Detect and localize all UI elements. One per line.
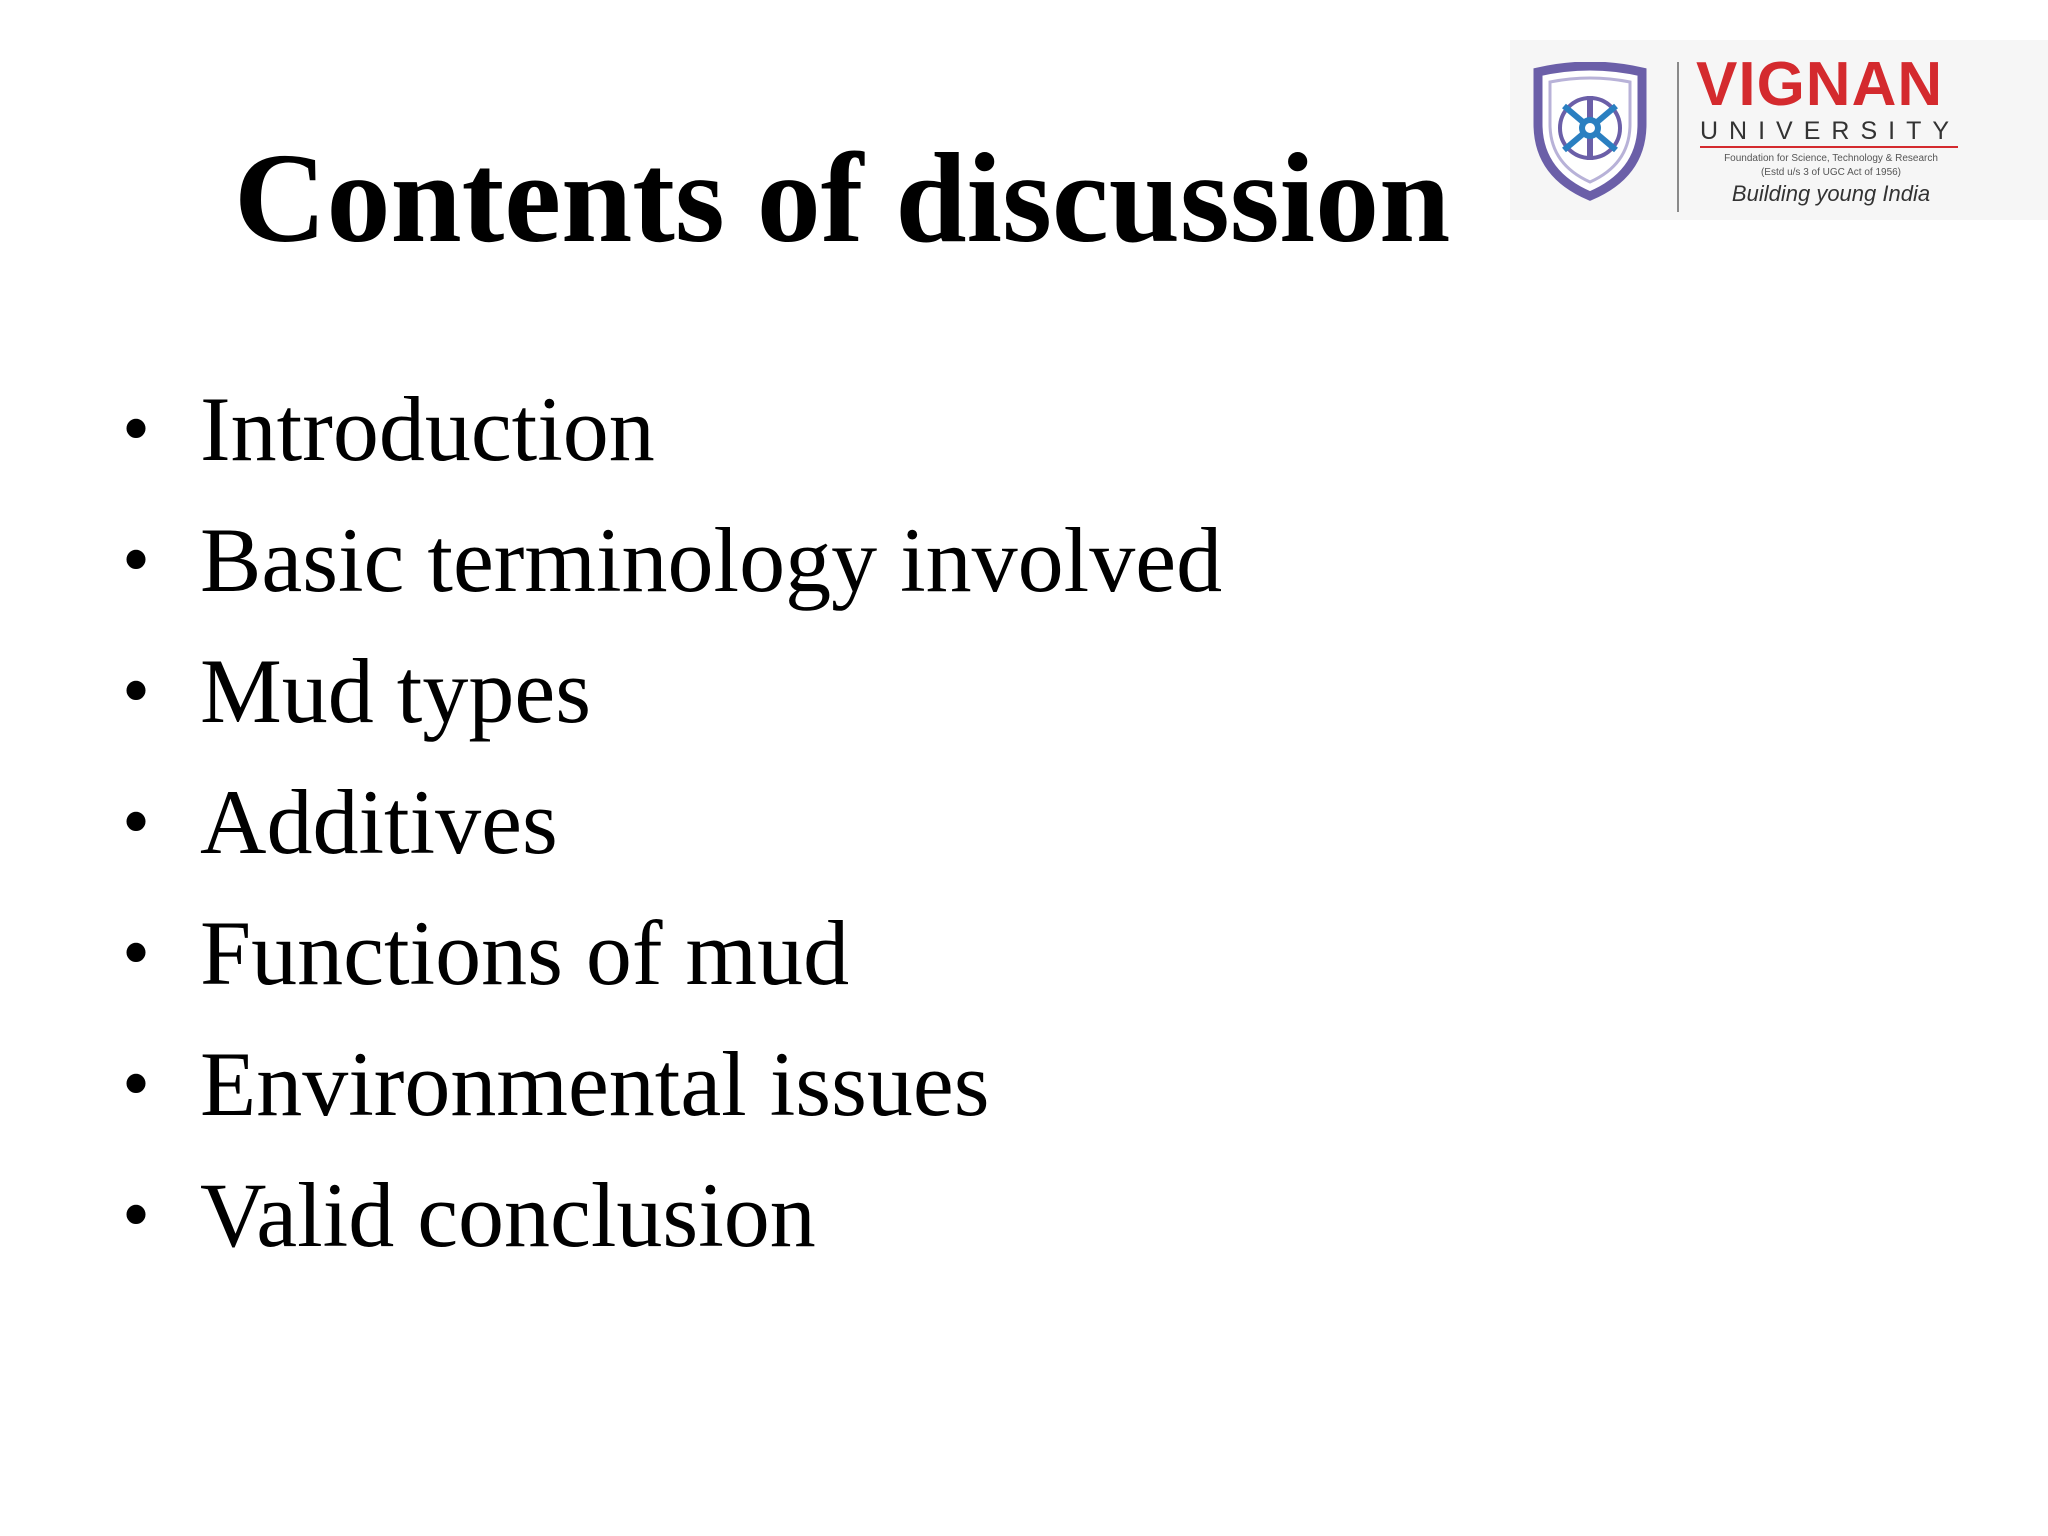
list-item [0,1025,1400,1156]
bullet-text: Additives [200,771,558,873]
logo-foundation-line: Foundation for Science, Technology & Research [1724,153,1938,164]
bullet-list [0,370,1400,1287]
list-item [0,763,1400,894]
bullet-text: Mud types [200,640,591,742]
bullet-marker: • [122,778,151,866]
list-item [0,1156,1400,1287]
logo-estd-line: (Estd u/s 3 of UGC Act of 1956) [1760,167,1902,178]
list-item [0,370,1400,501]
bullet-marker: • [122,516,151,604]
logo-tagline: Building young India [1731,181,1931,206]
university-logo [1510,40,2048,220]
bullet-text: Introduction [200,378,655,480]
university-shield-emblem-icon [1530,62,1650,202]
bullet-text: Valid conclusion [200,1164,816,1266]
bullet-marker: • [122,385,151,473]
bullet-marker: • [122,909,151,997]
slide-title: Contents of discussion [234,127,1451,269]
bullet-text: Functions of mud [200,902,850,1004]
logo-subtitle: UNIVERSITY [1700,116,1958,148]
logo-divider [1677,62,1679,212]
bullet-text: Basic terminology involved [200,509,1223,611]
bullet-text: Environmental issues [200,1033,990,1135]
list-item [0,632,1400,763]
logo-small-text [1696,152,1966,180]
bullet-marker: • [122,1171,151,1259]
bullet-marker: • [122,1040,151,1128]
list-item [0,501,1400,632]
bullet-marker: • [122,647,151,735]
list-item [0,894,1400,1025]
logo-name: VIGNAN [1696,50,1944,119]
